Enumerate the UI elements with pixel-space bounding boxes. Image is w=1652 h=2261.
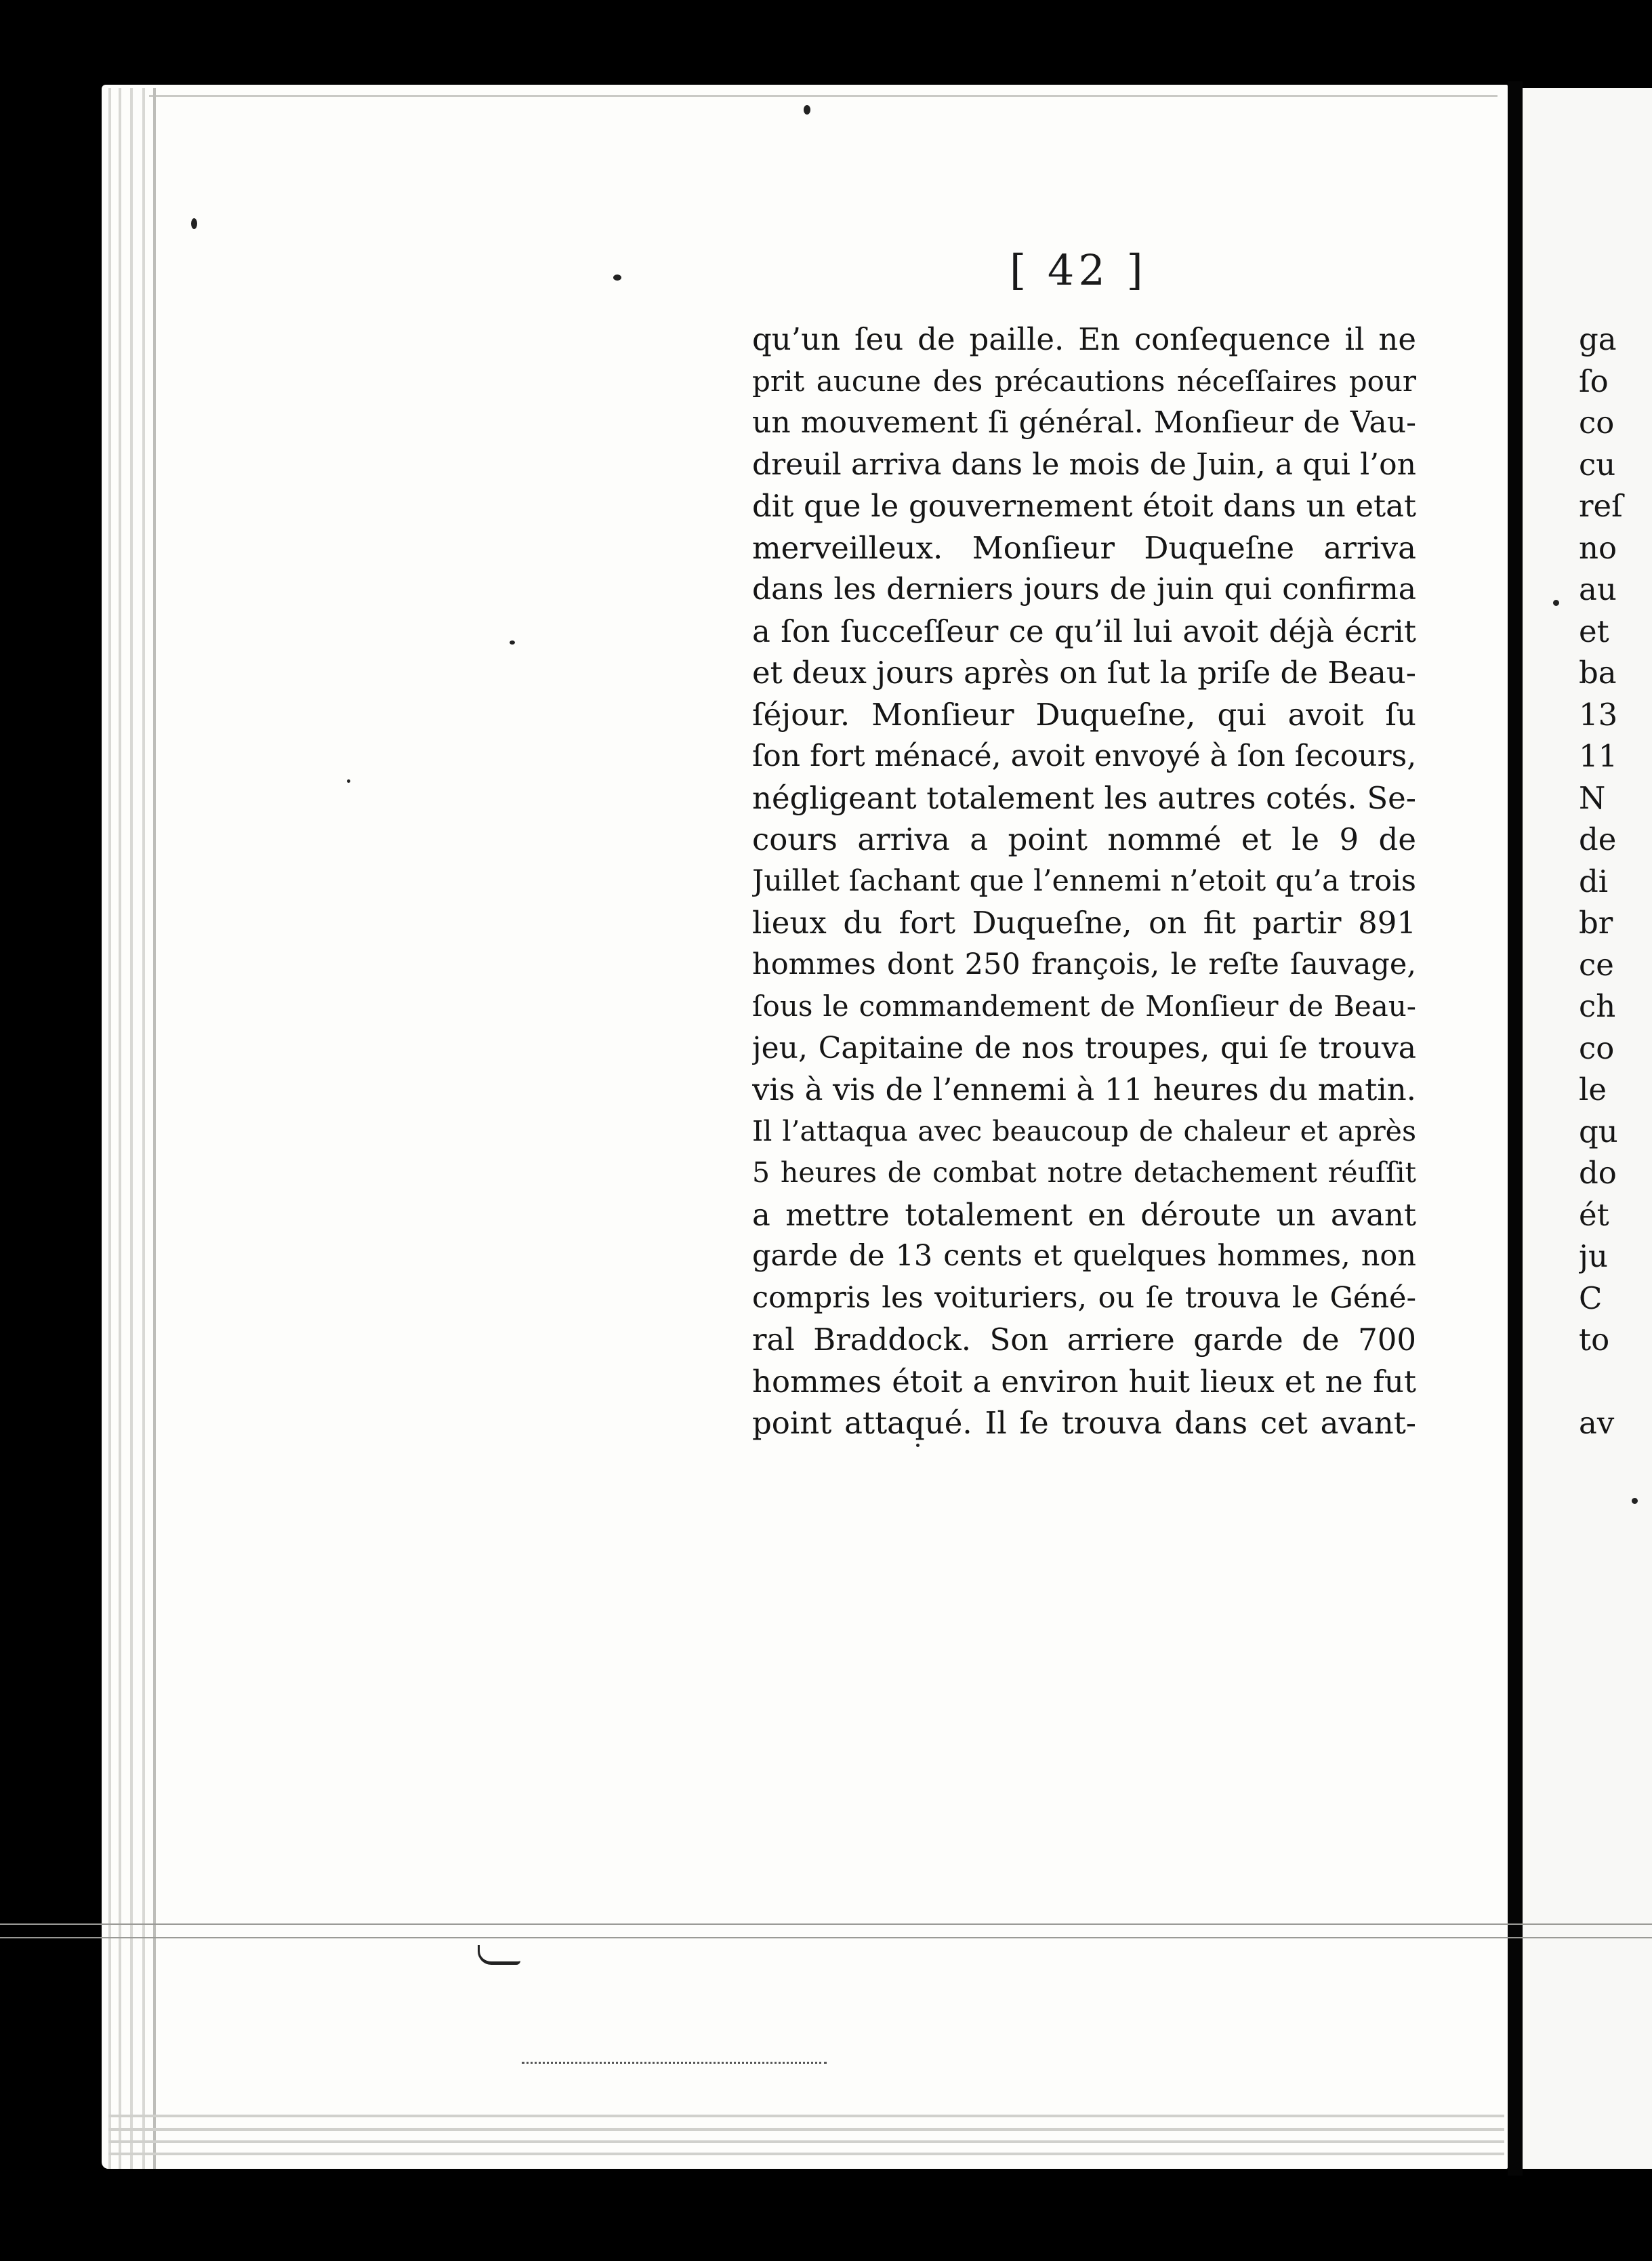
right-text-fragment: ga [1579, 321, 1617, 357]
right-text-fragment: N [1579, 779, 1606, 816]
right-text-fragment: br [1579, 905, 1613, 941]
text-line: négligeant totalement les autres cotés. Se- [752, 779, 1416, 816]
page-edge [142, 88, 145, 2169]
right-text-fragment: av [1579, 1405, 1615, 1441]
right-text-fragment: de [1579, 821, 1617, 857]
page-edge [153, 88, 156, 2169]
scan-artifact [478, 1945, 520, 1965]
right-text-fragment: cu [1579, 446, 1616, 483]
text-line: et deux jours après on ſut la priſe de Beau- [752, 655, 1416, 691]
right-text-fragment: ſo [1579, 363, 1609, 399]
text-line: merveilleux. Monſieur Duqueſne arriva [752, 529, 1416, 566]
book-gutter [1508, 81, 1523, 2176]
scan-artifact [522, 2062, 827, 2064]
text-line: dans les derniers jours de juin qui confirma [752, 572, 1416, 607]
right-text-fragment: ce [1579, 946, 1614, 983]
right-text-fragment: ét [1579, 1196, 1609, 1233]
scan-speck [347, 779, 350, 783]
right-text-fragment: reſ [1579, 488, 1623, 524]
text-line: un mouvement ſi général. Monſieur de Vau- [752, 405, 1416, 440]
text-line: prit aucune des précautions néceſſaires pour [752, 364, 1416, 398]
scan-rule [0, 1923, 1652, 1925]
text-line: lieux du fort Duqueſne, on fit partir 891 [752, 905, 1416, 941]
scan-speck [1553, 600, 1559, 606]
text-line: jeu, Capitaine de nos troupes, qui ſe trouva [752, 1030, 1416, 1065]
text-line: qu’un ſeu de paille. En conſequence il ne [752, 321, 1416, 357]
right-text-fragment: 11 [1579, 738, 1618, 774]
text-line: ſous le commandement de Monſieur de Beau- [752, 990, 1416, 1023]
page-edge [108, 88, 111, 2169]
page-edge [130, 88, 133, 2169]
right-text-fragment: ba [1579, 655, 1617, 691]
text-line: hommes étoit a environ huit lieux et ne fut [752, 1363, 1416, 1400]
page-bottom-edge [108, 2140, 1504, 2143]
scan-speck [1632, 1498, 1638, 1504]
right-text-fragment: au [1579, 571, 1617, 607]
scan-speck [804, 105, 810, 115]
scan-speck [613, 274, 621, 281]
scan-speck [916, 1444, 920, 1447]
right-text-fragment: no [1579, 529, 1617, 566]
scan-rule [0, 1937, 1652, 1938]
page-bottom-edge [108, 2115, 1504, 2117]
page-bottom-edge [108, 2128, 1504, 2131]
text-line: ſon fort ménacé, avoit envoyé à ſon ſecours, [752, 739, 1416, 773]
scan-speck [510, 640, 515, 645]
right-text-fragment: do [1579, 1155, 1617, 1191]
text-line: Il l’attaqua avec beaucoup de chaleur et après [752, 1114, 1416, 1147]
text-line: vis à vis de l’ennemi à 11 heures du matin. [752, 1072, 1416, 1107]
text-line: garde de 13 cents et quelques hommes, non [752, 1239, 1416, 1273]
page-top-edge [149, 95, 1498, 97]
text-line: dit que le gouvernement étoit dans un etat [752, 488, 1416, 524]
right-text-fragment: C [1579, 1280, 1603, 1316]
right-text-fragment: qu [1579, 1113, 1618, 1149]
text-line: ral Braddock. Son arriere garde de 700 [752, 1322, 1416, 1358]
right-text-fragment: ch [1579, 988, 1616, 1024]
right-text-fragment: co [1579, 1030, 1615, 1066]
right-text-fragment: to [1579, 1322, 1610, 1358]
scan-speck [191, 218, 197, 229]
text-line: compris les voituriers, ou ſe trouva le Géné- [752, 1280, 1416, 1315]
right-text-fragment: 13 [1579, 696, 1618, 733]
text-line: point attaqué. Il ſe trouva dans cet avant- [752, 1405, 1416, 1441]
page-number: [ 42 ] [1010, 245, 1147, 295]
text-line: Juillet ſachant que l’ennemi n’etoit qu’a trois [752, 863, 1416, 898]
right-text-fragment: ju [1579, 1238, 1608, 1274]
text-line: 5 heures de combat notre detachement réuſſit [752, 1156, 1416, 1189]
right-text-fragment: et [1579, 613, 1609, 649]
text-line: hommes dont 250 françois, le reſte ſauvage, [752, 947, 1416, 981]
text-line: dreuil arriva dans le mois de Juin, a qui l’on [752, 447, 1416, 482]
page-bottom-edge [108, 2153, 1504, 2155]
text-line: ſéjour. Monſieur Duqueſne, qui avoit ſu [752, 696, 1416, 733]
text-line: a ſon ſucceſſeur ce qu’il lui avoit déjà écrit [752, 613, 1416, 649]
right-page-text [1579, 319, 1652, 1444]
text-line: cours arriva a point nommé et le 9 de [752, 821, 1416, 857]
text-line: a mettre totalement en déroute un avant [752, 1196, 1416, 1233]
right-text-fragment: le [1579, 1072, 1607, 1107]
right-text-fragment: di [1579, 863, 1609, 899]
body-text [752, 319, 1416, 1444]
page-edge [119, 88, 121, 2169]
right-text-fragment: co [1579, 405, 1615, 441]
